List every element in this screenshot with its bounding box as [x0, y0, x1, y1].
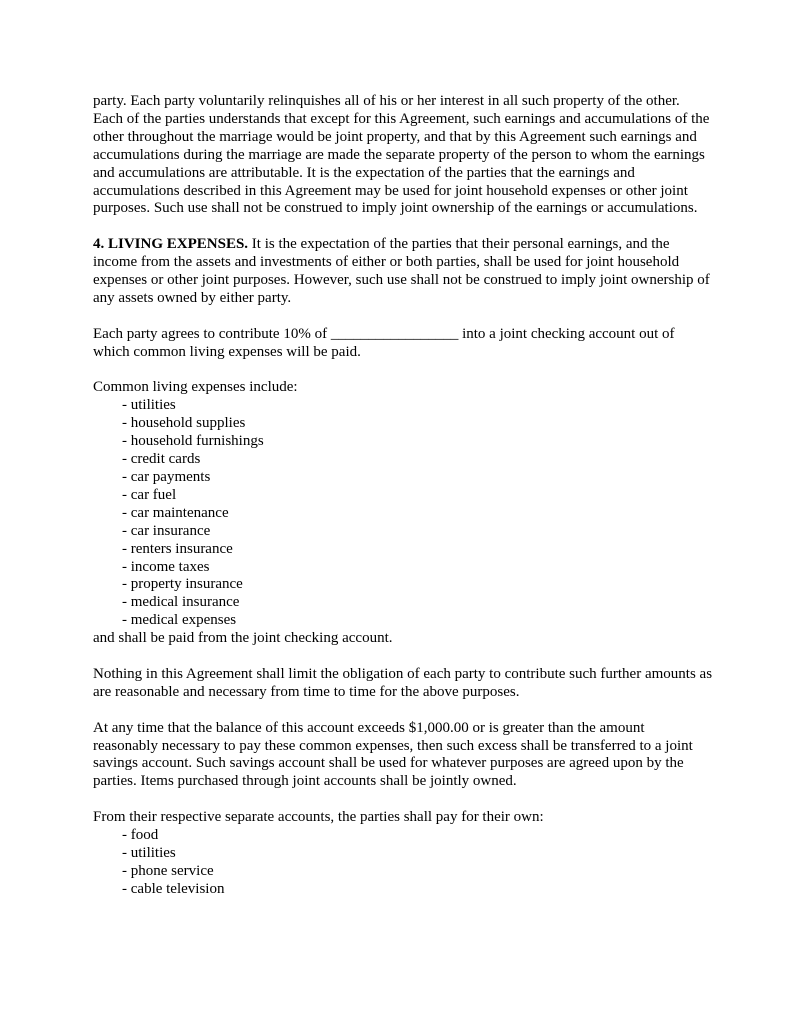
separate-expenses-intro: From their respective separate accounts, the parties shall pay for their own: [93, 809, 544, 826]
document-page [93, 93, 713, 899]
common-expenses-block [93, 379, 713, 648]
list-item: - credit cards [122, 451, 713, 469]
list-item: - medical expenses [122, 612, 713, 630]
list-item: - car maintenance [122, 505, 713, 523]
list-item: - household furnishings [122, 433, 713, 451]
section-heading: 4. LIVING EXPENSES. [93, 236, 249, 253]
separate-expenses-block [93, 809, 713, 899]
separate-expenses-list [93, 827, 713, 899]
common-expenses-list [93, 397, 713, 630]
intro-paragraph: party. Each party voluntarily relinquishes all of his or her interest in all such property of the other. Each of the parties understands that except for this Agreement, such earnings and accumulations of the other throughout the marriage would be joint property, and that by this Agreement such earnings and accumulations during the marriage are made the separate property of the person to whom the earnings and accumulations are attributable. It is the expectation of the parties that the earnings and accumulations described in this Agreement may be used for joint household expenses or other joint purposes. Such use shall not be construed to imply joint ownership of the earnings or accumulations. [93, 93, 710, 217]
list-item: - renters insurance [122, 541, 713, 559]
list-item: - car insurance [122, 523, 713, 541]
list-item: - utilities [122, 845, 713, 863]
balance-paragraph: At any time that the balance of this account exceeds $1,000.00 or is greater than the amount reasonably necessary to pay these common expenses, then such excess shall be transferred to a joint savings account. Such savings account shall be used for whatever purposes are agreed upon by the parties. Items purchased through joint accounts shall be jointly owned. [93, 719, 693, 790]
list-item: - car payments [122, 469, 713, 487]
list-item: - property insurance [122, 576, 713, 594]
list-item: - food [122, 827, 713, 845]
list-item: - medical insurance [122, 594, 713, 612]
list-item: - household supplies [122, 415, 713, 433]
common-expenses-intro: Common living expenses include: [93, 379, 298, 396]
list-item: - phone service [122, 863, 713, 881]
list-item: - car fuel [122, 487, 713, 505]
list-item: - cable television [122, 881, 713, 899]
section-text: It is the expectation of the parties that their personal earnings, and the income from the assets and investments of either or both parties, shall be used for joint household expenses or other joint purposes. However, such use shall not be construed to imply joint ownership of any assets owned by either party. [93, 236, 710, 306]
section-living-expenses [93, 236, 713, 308]
common-expenses-outro: and shall be paid from the joint checking account. [93, 630, 393, 647]
contribution-paragraph: Each party agrees to contribute 10% of _________________ into a joint checking account out of which common living expenses will be paid. [93, 325, 675, 360]
obligation-paragraph: Nothing in this Agreement shall limit the obligation of each party to contribute such further amounts as are reasonable and necessary from time to time for the above purposes. [93, 665, 713, 700]
list-item: - income taxes [122, 559, 713, 577]
list-item: - utilities [122, 397, 713, 415]
